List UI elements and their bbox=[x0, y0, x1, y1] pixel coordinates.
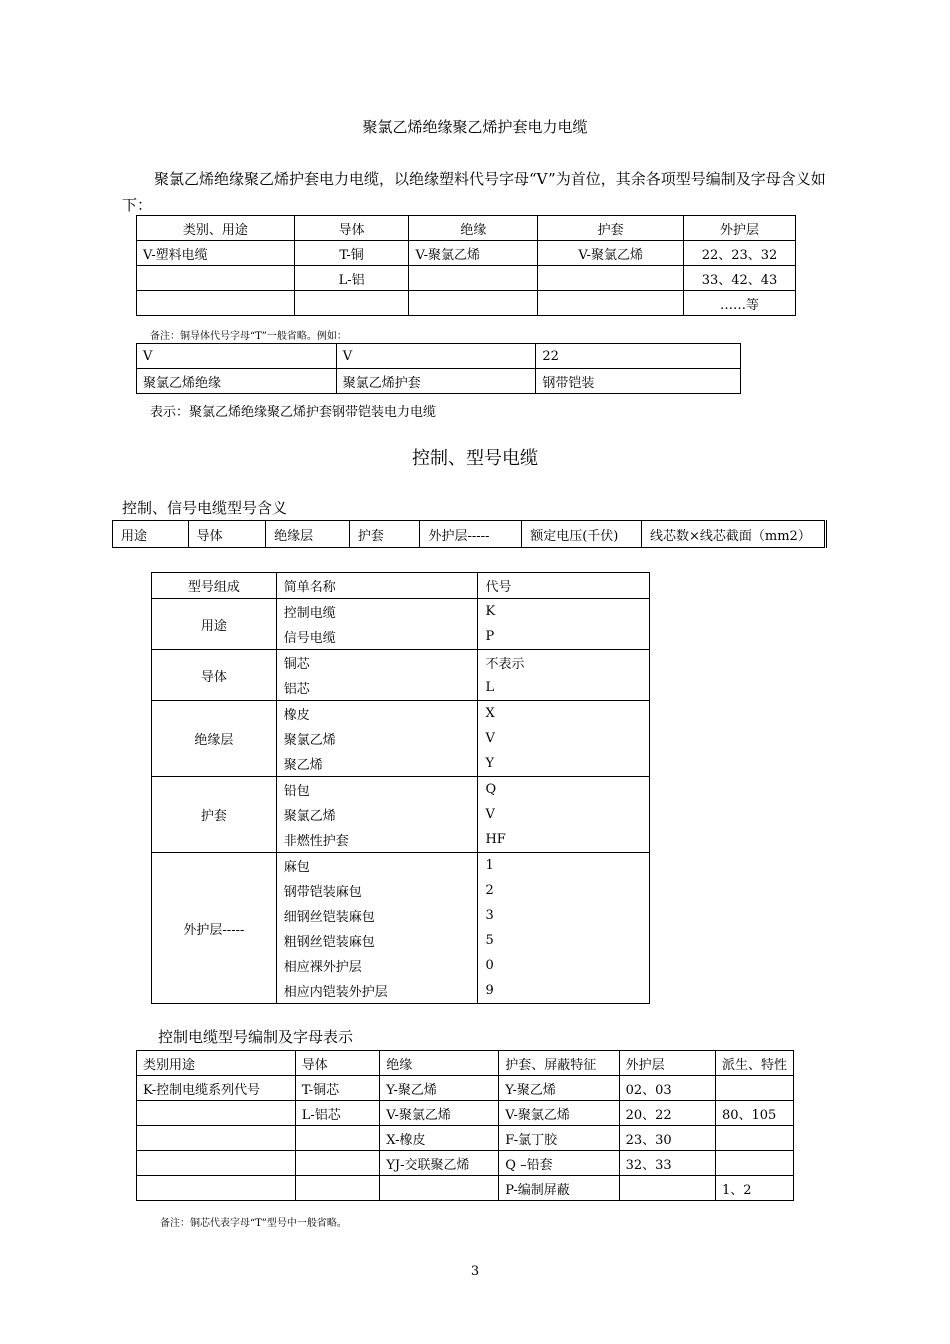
header-cell: 派生、特性 bbox=[715, 1051, 793, 1076]
table-cell: V bbox=[478, 802, 650, 827]
table-cell: 护套 bbox=[349, 521, 420, 548]
table-cell: 橡皮 bbox=[276, 701, 478, 727]
table-cell bbox=[137, 1151, 296, 1176]
header-cell: 导体 bbox=[294, 216, 409, 241]
table-cell: 钢带铠装 bbox=[536, 369, 741, 394]
table-cell: 5 bbox=[478, 928, 650, 953]
table-cell: 3 bbox=[478, 903, 650, 928]
header-cell: 绝缘 bbox=[409, 216, 538, 241]
header-cell: 类别、用途 bbox=[137, 216, 295, 241]
table-cell: 铅包 bbox=[276, 777, 478, 803]
power-cable-model-table bbox=[136, 215, 796, 316]
table-cell: 22 bbox=[536, 344, 741, 369]
table-cell: 33、42、43 bbox=[684, 266, 796, 291]
table-cell: V-聚氯乙烯 bbox=[499, 1101, 619, 1126]
table-cell: V-聚氯乙烯 bbox=[409, 241, 538, 266]
table-cell bbox=[137, 1126, 296, 1151]
table-row bbox=[137, 241, 796, 266]
table-cell: 相应内铠装外护层 bbox=[276, 978, 478, 1004]
group-cell: 绝缘层 bbox=[152, 701, 277, 777]
table-cell: V-塑料电缆 bbox=[137, 241, 295, 266]
table-cell: 麻包 bbox=[276, 853, 478, 879]
table-cell: 1、2 bbox=[715, 1176, 793, 1201]
table-cell: 信号电缆 bbox=[276, 624, 478, 650]
group-cell: 外护层----- bbox=[152, 853, 277, 1004]
table-cell bbox=[295, 1151, 380, 1176]
table-cell: 80、105 bbox=[715, 1101, 793, 1126]
table-cell: 不表示 bbox=[478, 650, 650, 676]
table-cell bbox=[137, 1176, 296, 1201]
table-cell: YJ-交联聚乙烯 bbox=[380, 1151, 499, 1176]
table-cell: 导体 bbox=[188, 521, 266, 548]
table-row bbox=[152, 777, 650, 803]
header-cell: 外护层 bbox=[684, 216, 796, 241]
table-cell: ……等 bbox=[684, 291, 796, 316]
example-table bbox=[136, 343, 741, 394]
table-row bbox=[137, 369, 741, 394]
table-cell: V bbox=[137, 344, 337, 369]
table-cell: 聚氯乙烯 bbox=[276, 726, 478, 751]
table-cell: 20、22 bbox=[619, 1101, 715, 1126]
table-cell: 钢带铠装麻包 bbox=[276, 878, 478, 903]
section-title-power-cable: 聚氯乙烯绝缘聚乙烯护套电力电缆 bbox=[362, 118, 588, 136]
header-cell: 简单名称 bbox=[276, 573, 478, 599]
table-cell: Y-聚乙烯 bbox=[499, 1076, 619, 1101]
header-cell: 护套、屏蔽特征 bbox=[499, 1051, 619, 1076]
table-cell: K-控制电缆系列代号 bbox=[137, 1076, 296, 1101]
table-cell: 用途 bbox=[113, 521, 189, 548]
header-cell: 护套 bbox=[538, 216, 684, 241]
table-cell bbox=[538, 291, 684, 316]
table-cell bbox=[380, 1176, 499, 1201]
table-cell: P-编制屏蔽 bbox=[499, 1176, 619, 1201]
table-cell: 聚氯乙烯绝缘 bbox=[137, 369, 337, 394]
table-row bbox=[152, 650, 650, 676]
table-cell bbox=[294, 291, 409, 316]
table-cell bbox=[715, 1151, 793, 1176]
model-meaning-strip bbox=[112, 520, 827, 548]
table-row bbox=[137, 1151, 794, 1176]
table-cell: 相应裸外护层 bbox=[276, 953, 478, 978]
table-row bbox=[137, 344, 741, 369]
table-cell: 2 bbox=[478, 878, 650, 903]
table-cell: 22、23、32 bbox=[684, 241, 796, 266]
table-cell: 绝缘层 bbox=[266, 521, 350, 548]
table-header-row bbox=[137, 216, 796, 241]
header-cell: 导体 bbox=[295, 1051, 380, 1076]
table-cell bbox=[619, 1176, 715, 1201]
group-cell: 护套 bbox=[152, 777, 277, 853]
table-cell: 线芯数×线芯截面（mm2） bbox=[642, 521, 826, 548]
table-cell: 细钢丝铠装麻包 bbox=[276, 903, 478, 928]
table-row bbox=[152, 599, 650, 625]
header-cell: 绝缘 bbox=[380, 1051, 499, 1076]
example-meaning: 表示：聚氯乙烯绝缘聚乙烯护套钢带铠装电力电缆 bbox=[150, 405, 437, 420]
table-cell bbox=[715, 1126, 793, 1151]
table-cell: 1 bbox=[478, 853, 650, 879]
table-cell: 外护层----- bbox=[420, 521, 522, 548]
table-header-row bbox=[152, 573, 650, 599]
table-cell: 02、03 bbox=[619, 1076, 715, 1101]
table-row bbox=[113, 521, 826, 548]
table-row bbox=[137, 1101, 794, 1126]
table-cell: V-聚氯乙烯 bbox=[538, 241, 684, 266]
table-cell: Y bbox=[478, 751, 650, 777]
header-cell: 类别用途 bbox=[137, 1051, 296, 1076]
table-cell: 0 bbox=[478, 953, 650, 978]
section-title-control-cable: 控制、型号电缆 bbox=[412, 448, 538, 469]
table-cell: 铜芯 bbox=[276, 650, 478, 676]
table-cell: Y-聚乙烯 bbox=[380, 1076, 499, 1101]
table-cell: 额定电压(千伏) bbox=[522, 521, 642, 548]
table-cell: X bbox=[478, 701, 650, 727]
table-cell: V bbox=[336, 344, 536, 369]
group-cell: 导体 bbox=[152, 650, 277, 701]
header-cell: 型号组成 bbox=[152, 573, 277, 599]
table-cell: 控制电缆 bbox=[276, 599, 478, 625]
table-cell: V-聚氯乙烯 bbox=[380, 1101, 499, 1126]
table-header-row bbox=[137, 1051, 794, 1076]
table-cell bbox=[137, 291, 295, 316]
table-cell: F-氯丁胶 bbox=[499, 1126, 619, 1151]
table-cell bbox=[409, 266, 538, 291]
intro-paragraph: 聚氯乙烯绝缘聚乙烯护套电力电缆，以绝缘塑料代号字母“V”为首位，其余各项型号编制及字母含义如下： bbox=[122, 170, 826, 214]
table-cell: 23、30 bbox=[619, 1126, 715, 1151]
table-cell bbox=[409, 291, 538, 316]
table-row bbox=[137, 1076, 794, 1101]
table-cell: L-铝 bbox=[294, 266, 409, 291]
table-cell: 聚乙烯 bbox=[276, 751, 478, 777]
table-cell: 32、33 bbox=[619, 1151, 715, 1176]
table-cell bbox=[538, 266, 684, 291]
table-cell: 聚氯乙烯护套 bbox=[336, 369, 536, 394]
page-number: 3 bbox=[470, 1264, 480, 1279]
table-cell: Q –铅套 bbox=[499, 1151, 619, 1176]
table-cell: P bbox=[478, 624, 650, 650]
note-copper-omitted: 备注：铜导体代号字母“T”一般省略。例如： bbox=[150, 331, 347, 342]
table-cell: Q bbox=[478, 777, 650, 803]
table-row bbox=[137, 291, 796, 316]
group-cell: 用途 bbox=[152, 599, 277, 650]
header-cell: 代号 bbox=[478, 573, 650, 599]
table-cell bbox=[137, 266, 295, 291]
header-cell: 外护层 bbox=[619, 1051, 715, 1076]
table-cell: K bbox=[478, 599, 650, 625]
table-cell bbox=[295, 1176, 380, 1201]
table-cell: X-橡皮 bbox=[380, 1126, 499, 1151]
subsection-title-control-model: 控制电缆型号编制及字母表示 bbox=[158, 1028, 354, 1046]
table-cell: HF bbox=[478, 827, 650, 853]
table-cell: 聚氯乙烯 bbox=[276, 802, 478, 827]
table-cell bbox=[137, 1101, 296, 1126]
table-cell: 9 bbox=[478, 978, 650, 1004]
table-cell: T-铜 bbox=[294, 241, 409, 266]
table-cell: T-铜芯 bbox=[295, 1076, 380, 1101]
control-cable-model-table bbox=[136, 1050, 794, 1201]
model-composition-table bbox=[151, 572, 650, 1004]
table-cell: V bbox=[478, 726, 650, 751]
table-cell: L-铝芯 bbox=[295, 1101, 380, 1126]
table-cell: 粗钢丝铠装麻包 bbox=[276, 928, 478, 953]
table-cell bbox=[295, 1126, 380, 1151]
table-row bbox=[137, 1126, 794, 1151]
subsection-title-model-meaning: 控制、信号电缆型号含义 bbox=[122, 499, 288, 517]
table-cell: 非燃性护套 bbox=[276, 827, 478, 853]
table-row bbox=[137, 266, 796, 291]
table-cell: 铝芯 bbox=[276, 675, 478, 701]
table-row bbox=[137, 1176, 794, 1201]
table-row bbox=[152, 701, 650, 727]
table-cell: L bbox=[478, 675, 650, 701]
table-row bbox=[152, 853, 650, 879]
note-copper-core-omitted: 备注：铜芯代表字母“T”型号中一般省略。 bbox=[160, 1218, 347, 1229]
table-cell bbox=[715, 1076, 793, 1101]
